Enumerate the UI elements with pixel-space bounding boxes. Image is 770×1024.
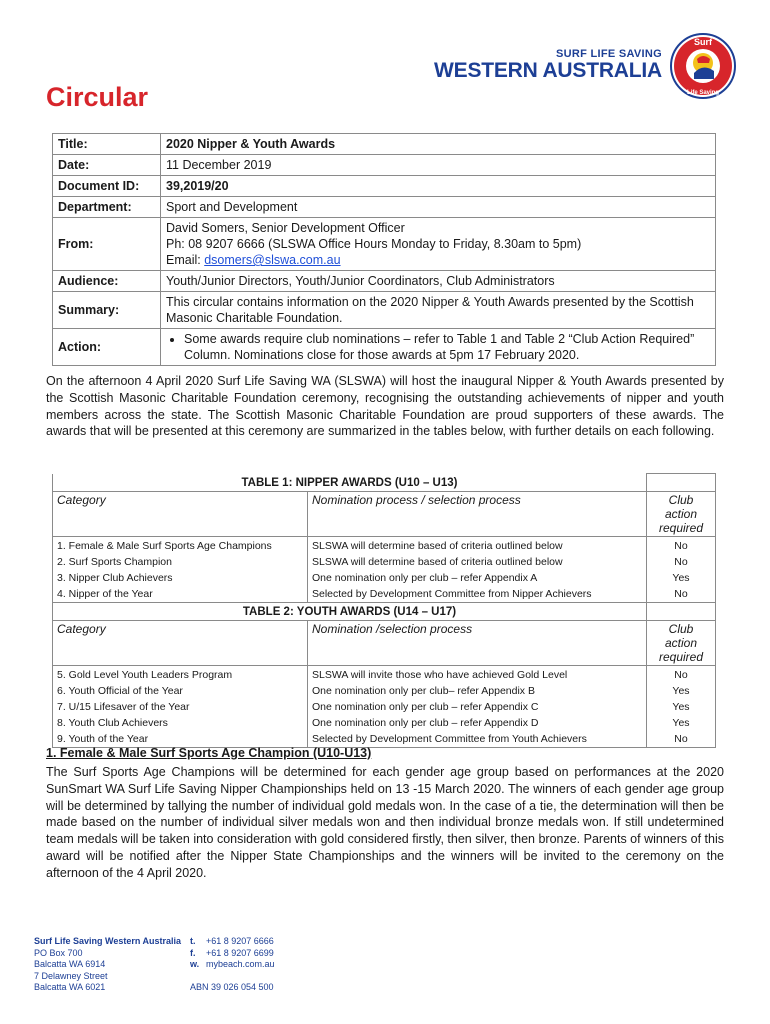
table1-row2-required: No — [647, 554, 716, 570]
meta-docid-label: Document ID: — [53, 176, 161, 197]
table2-col-required: Club action required — [647, 621, 716, 666]
table2-row4-required: Yes — [647, 715, 716, 731]
footer-address — [34, 936, 181, 994]
footer-phone — [190, 936, 275, 948]
footer-org-name: Surf Life Saving Western Australia — [34, 936, 182, 946]
table-row — [53, 683, 716, 699]
table1-caption-blank — [647, 474, 716, 492]
footer-abn: ABN 39 026 054 500 — [190, 982, 274, 992]
table2-row3-process: One nomination only per club – refer Appendix C — [308, 699, 647, 715]
table2-row3-required: Yes — [647, 699, 716, 715]
section1-heading: 1. Female & Male Surf Sports Age Champion (U10-U13) — [46, 746, 372, 760]
page-title: Circular — [46, 82, 149, 112]
brand-wordmark — [434, 48, 662, 83]
meta-docid-value: 39,2019/20 — [161, 176, 716, 197]
meta-title-label: Title: — [53, 134, 161, 155]
footer-web-link[interactable]: mybeach.com.au — [206, 959, 275, 969]
action-item: • Some awards require club nominations – refer to Table 1 and Table 2 “Club Action Required” Column. Nominations close for those awards at 5pm 17 February 2020. — [184, 331, 710, 363]
table2-caption: TABLE 2: YOUTH AWARDS (U14 – U17) — [53, 603, 647, 621]
table2-col-process: Nomination /selection process — [308, 621, 647, 666]
table1-nipper-awards — [52, 473, 716, 603]
meta-row-docid — [53, 176, 716, 197]
table1-col-required: Club action required — [647, 491, 716, 536]
table1-row1-required: No — [647, 536, 716, 554]
circular-meta-table — [52, 133, 716, 366]
meta-row-department — [53, 197, 716, 218]
from-email-line — [166, 252, 710, 268]
footer-phone-label: t. — [190, 936, 196, 946]
table2-row2-category: 6. Youth Official of the Year — [53, 683, 308, 699]
meta-row-summary — [53, 292, 716, 329]
meta-row-title — [53, 134, 716, 155]
footer-addr-line4: Balcatta WA 6021 — [34, 982, 106, 992]
meta-action-label: Action: — [53, 329, 161, 366]
meta-date-label: Date: — [53, 155, 161, 176]
table1-col-process: Nomination process / selection process — [308, 491, 647, 536]
footer-addr-line1: PO Box 700 — [34, 947, 83, 958]
footer-contact — [190, 936, 275, 994]
table1-row4-required: No — [647, 586, 716, 603]
table-row — [53, 715, 716, 731]
meta-summary-label: Summary: — [53, 292, 161, 329]
table2-row5-category: 9. Youth of the Year — [53, 731, 308, 748]
meta-row-action — [53, 329, 716, 366]
logo-text-top: Surf — [694, 37, 712, 47]
meta-summary-value: This circular contains information on the 2020 Nipper & Youth Awards presented by the Scottish Masonic Charitable Foundation. — [161, 292, 716, 329]
table1-row4-process: Selected by Development Committee from Nipper Achievers — [308, 586, 647, 603]
meta-row-date — [53, 155, 716, 176]
footer-spacer — [190, 971, 275, 983]
email-link[interactable]: dsomers@slswa.com.au — [204, 253, 341, 267]
footer-web — [190, 959, 275, 971]
meta-department-value: Sport and Development — [161, 197, 716, 218]
from-phone-line: Ph: 08 9207 6666 (SLSWA Office Hours Monday to Friday, 8.30am to 5pm) — [166, 237, 582, 251]
table-row — [53, 699, 716, 715]
table2-row4-process: One nomination only per club – refer Appendix D — [308, 715, 647, 731]
brand-small-text: SURF LIFE SAVING — [555, 48, 662, 60]
table1-caption-row — [53, 474, 716, 492]
table1-row1-category: 1. Female & Male Surf Sports Age Champions — [53, 536, 308, 554]
table1-col-category: Category — [53, 491, 308, 536]
table2-row3-category: 7. U/15 Lifesaver of the Year — [53, 699, 308, 715]
footer-web-label: w. — [190, 959, 200, 969]
section1-body: The Surf Sports Age Champions will be determined for each gender age group based on performances at the 2020 SunSmart WA Surf Life Saving Nipper Championships held on 13 -15 March 2020. The winners of each gender age group will be determined by tallying the number of individual gold medals won. In the case of a tie, the determination will then be made based on the number of individual silver medals won and then individual bronze medals won. If still undetermined team medals will be taken into consideration with gold considered firstly, then silver, then bronze. Parents of winners of this award will be notified after the Nipper State Championships and the winners will be invited to the ceremony on the afternoon of the 4 April 2020. — [46, 765, 724, 880]
table1-row2-process: SLSWA will determine based of criteria outlined below — [308, 554, 647, 570]
table-row — [53, 536, 716, 554]
table-row — [53, 586, 716, 603]
table2-row1-category: 5. Gold Level Youth Leaders Program — [53, 666, 308, 684]
table2-row5-required: No — [647, 731, 716, 748]
table2-youth-awards — [52, 602, 716, 748]
table-row — [53, 554, 716, 570]
footer-fax-label: f. — [190, 947, 196, 958]
from-email-prefix: Email: — [166, 253, 205, 267]
table2-row2-required: Yes — [647, 683, 716, 699]
footer-fax-value: +61 8 9207 6699 — [206, 947, 274, 958]
footer-addr-line3: 7 Delawney Street — [34, 970, 108, 981]
table1-row2-category: 2. Surf Sports Champion — [53, 554, 308, 570]
meta-department-label: Department: — [53, 197, 161, 218]
meta-from-label: From: — [53, 218, 161, 271]
brand-big-text: WESTERN AUSTRALIA — [434, 59, 662, 82]
table2-header-row — [53, 621, 716, 666]
meta-from-value — [161, 218, 716, 271]
intro-paragraph: On the afternoon 4 April 2020 Surf Life Saving WA (SLSWA) will host the inaugural Nipper & Youth Awards presented by the Scottish Masonic Charitable Foundation ceremony, recognising the outstanding achievements of nipper and youth members across the state. The Scottish Masonic Charitable Foundation are proud supporters of these awards. The awards that will be presented at this ceremony are summarized in the tables below, with further details on each following. — [46, 374, 724, 439]
meta-date-value: 11 December 2019 — [161, 155, 716, 176]
table2-col-category: Category — [53, 621, 308, 666]
table1-header-row — [53, 491, 716, 536]
meta-audience-value: Youth/Junior Directors, Youth/Junior Coordinators, Club Administrators — [161, 271, 716, 292]
footer-addr-line2: Balcatta WA 6914 — [34, 959, 106, 969]
table1-row3-process: One nomination only per club – refer Appendix A — [308, 570, 647, 586]
action-list — [166, 331, 710, 363]
footer-fax — [190, 948, 275, 960]
table2-caption-blank — [647, 603, 716, 621]
table-row — [53, 666, 716, 684]
table-row — [53, 570, 716, 586]
meta-action-value — [161, 329, 716, 366]
footer-phone-value: +61 8 9207 6666 — [206, 936, 274, 946]
table2-row2-process: One nomination only per club– refer Appendix B — [308, 683, 647, 699]
table2-row1-required: No — [647, 666, 716, 684]
meta-row-from — [53, 218, 716, 271]
table2-row5-process: Selected by Development Committee from Youth Achievers — [308, 731, 647, 748]
table1-row3-required: Yes — [647, 570, 716, 586]
table2-row1-process: SLSWA will invite those who have achieved Gold Level — [308, 666, 647, 684]
meta-title-value: 2020 Nipper & Youth Awards — [161, 134, 716, 155]
meta-audience-label: Audience: — [53, 271, 161, 292]
logo-text-bottom: Life Saving — [686, 90, 720, 96]
from-name-line: David Somers, Senior Development Officer — [166, 221, 405, 235]
table1-row3-category: 3. Nipper Club Achievers — [53, 570, 308, 586]
meta-row-audience — [53, 271, 716, 292]
table1-row4-category: 4. Nipper of the Year — [53, 586, 308, 603]
slswa-logo-icon — [670, 33, 736, 99]
table2-caption-row — [53, 603, 716, 621]
table1-caption: TABLE 1: NIPPER AWARDS (U10 – U13) — [53, 474, 647, 492]
table2-row4-category: 8. Youth Club Achievers — [53, 715, 308, 731]
table1-row1-process: SLSWA will determine based of criteria outlined below — [308, 536, 647, 554]
